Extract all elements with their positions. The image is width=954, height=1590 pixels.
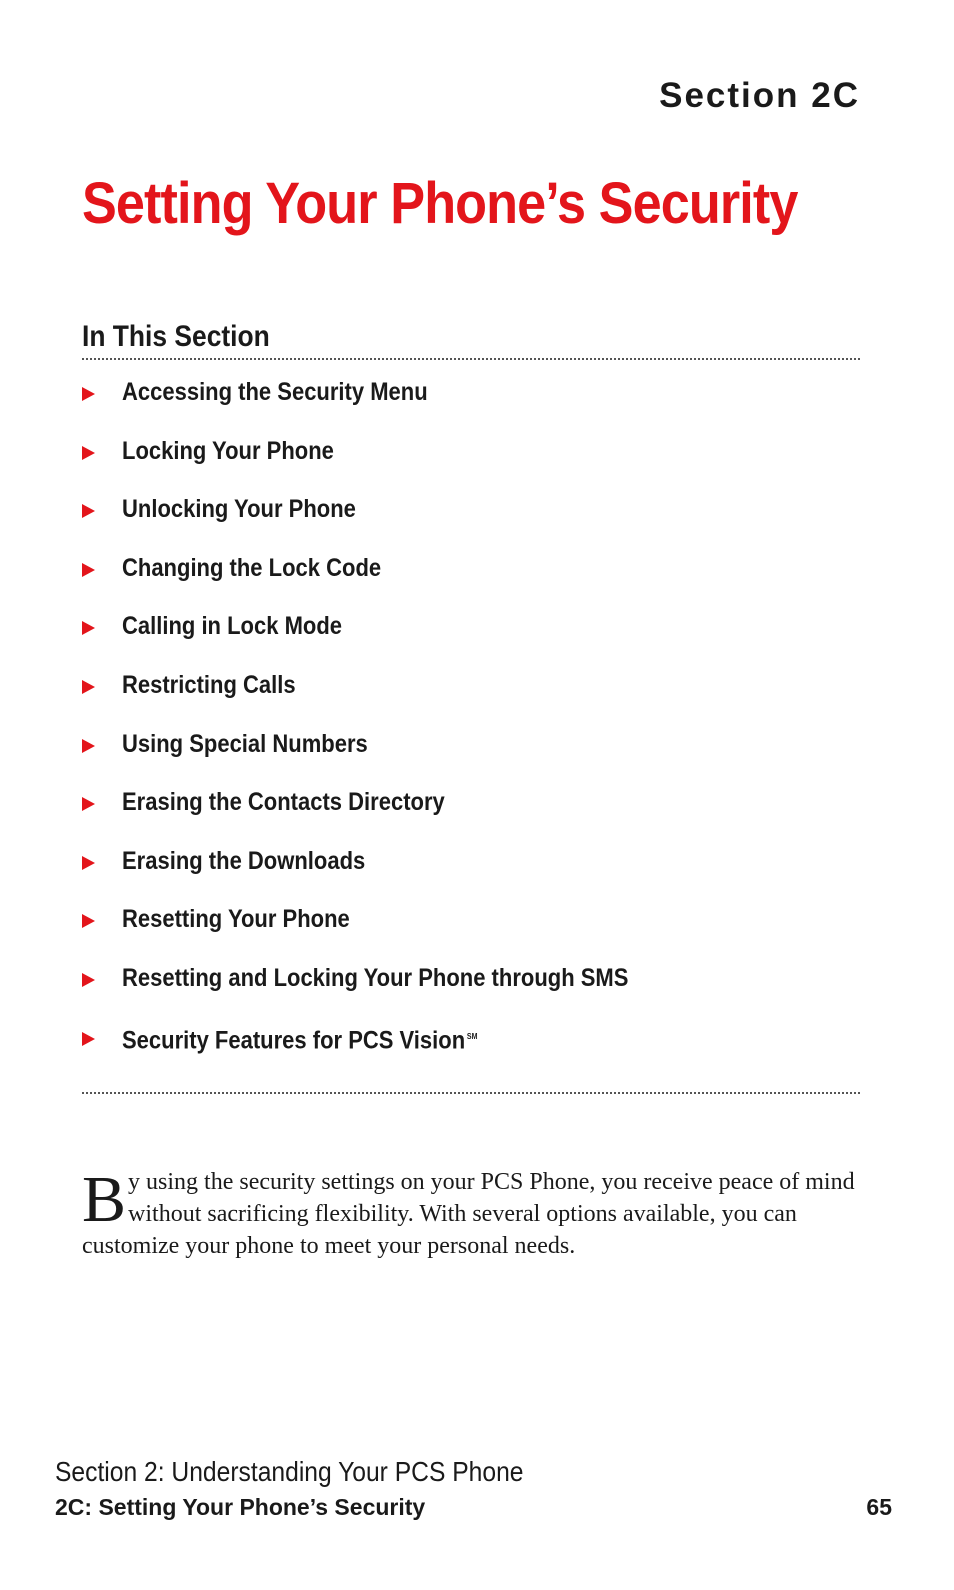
list-item-label: Resetting Your Phone xyxy=(122,905,350,934)
arrow-right-icon xyxy=(82,387,95,401)
list-item-text: Security Features for PCS Vision xyxy=(122,1025,466,1054)
arrow-right-icon xyxy=(82,563,95,577)
section-label: Section 2C xyxy=(659,76,860,115)
service-mark: SM xyxy=(466,1031,478,1041)
arrow-right-icon xyxy=(82,504,95,518)
section-contents-list xyxy=(82,376,860,1079)
arrow-right-icon xyxy=(82,739,95,753)
list-item-label xyxy=(122,1021,477,1056)
page-title: Setting Your Phone’s Security xyxy=(82,171,798,236)
arrow-right-icon xyxy=(82,914,95,928)
list-item-label: Changing the Lock Code xyxy=(122,553,382,582)
list-item[interactable] xyxy=(82,376,860,435)
list-item-label: Erasing the Downloads xyxy=(122,846,366,875)
arrow-right-icon xyxy=(82,856,95,870)
arrow-right-icon xyxy=(82,973,95,987)
list-item[interactable] xyxy=(82,962,860,1021)
list-item[interactable] xyxy=(82,493,860,552)
list-item-label: Calling in Lock Mode xyxy=(122,612,343,641)
list-item[interactable] xyxy=(82,903,860,962)
page-number: 65 xyxy=(866,1494,892,1520)
footer-section-title: Section 2: Understanding Your PCS Phone xyxy=(55,1456,524,1487)
list-item[interactable] xyxy=(82,669,860,728)
arrow-right-icon xyxy=(82,1032,95,1046)
list-item[interactable] xyxy=(82,610,860,669)
list-item[interactable] xyxy=(82,552,860,611)
list-item-label: Unlocking Your Phone xyxy=(122,495,356,524)
arrow-right-icon xyxy=(82,797,95,811)
list-item-label: Erasing the Contacts Directory xyxy=(122,788,445,817)
dotted-divider-bottom xyxy=(82,1092,860,1094)
list-item[interactable] xyxy=(82,786,860,845)
list-item-label: Using Special Numbers xyxy=(122,729,368,758)
list-item-label: Restricting Calls xyxy=(122,670,296,699)
list-item[interactable] xyxy=(82,728,860,787)
footer-chapter-title: 2C: Setting Your Phone’s Security xyxy=(55,1494,426,1520)
list-item[interactable] xyxy=(82,845,860,904)
list-item[interactable] xyxy=(82,435,860,494)
list-item-label: Accessing the Security Menu xyxy=(122,378,428,406)
dotted-divider-top xyxy=(82,358,860,360)
list-item-label: Resetting and Locking Your Phone through SMS xyxy=(122,963,629,992)
in-this-section-heading: In This Section xyxy=(82,320,270,353)
arrow-right-icon xyxy=(82,680,95,694)
intro-paragraph xyxy=(82,1163,862,1262)
list-item[interactable] xyxy=(82,1021,860,1080)
arrow-right-icon xyxy=(82,446,95,460)
intro-text: y using the security settings on your PCS Phone, you receive peace of mind without sacrificing flexibility. With several options available, you can customize your phone to meet your personal needs. xyxy=(82,1169,855,1259)
drop-cap: B xyxy=(82,1163,127,1236)
list-item-label: Locking Your Phone xyxy=(122,436,334,465)
arrow-right-icon xyxy=(82,621,95,635)
